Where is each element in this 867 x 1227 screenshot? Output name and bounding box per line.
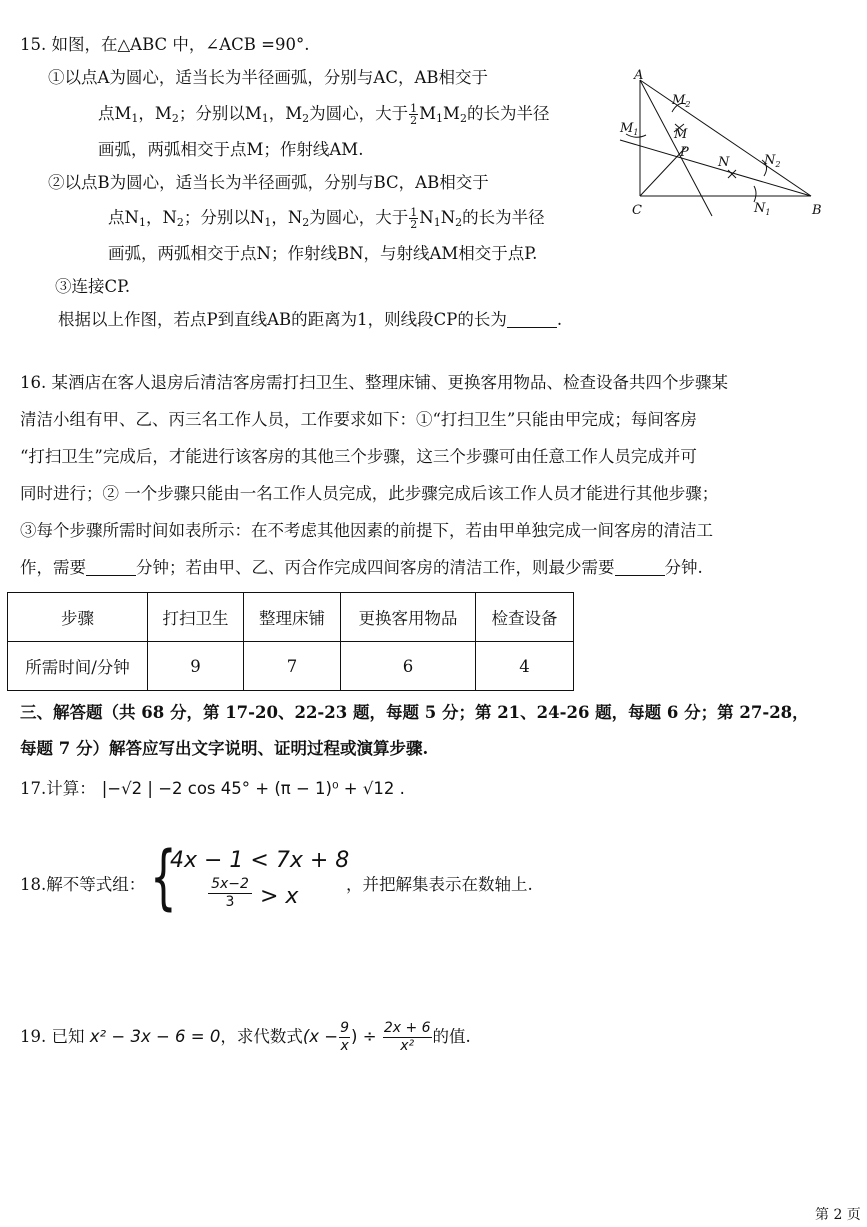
label-n2: $N_2$ <box>764 153 781 169</box>
q16-line-6: 作，需要 分钟；若由甲、乙、丙合作完成四间客房的清洁工作，则最少需要 分钟. <box>20 558 703 577</box>
q18-tail: ，并把解集表示在数轴上. <box>346 875 533 894</box>
label-m2: $M_2$ <box>672 93 691 109</box>
answer-blank <box>615 559 665 576</box>
table-row-label: 所需时间/分钟 <box>8 642 148 691</box>
q18-label: 18.解不等式组： <box>20 875 146 894</box>
ray-bn <box>620 140 811 196</box>
section-3-heading-line-2: 每题 7 分）解答应写出文字说明、证明过程或演算步骤. <box>20 739 429 758</box>
q15-line-9: 根据以上作图，若点P到直线AB的距离为1，则线段CP的长为 . <box>58 310 563 329</box>
inequality-system-brace: { <box>150 836 177 918</box>
label-m: M <box>674 127 688 142</box>
q15-line-6: 点$N_1$，$N_2$；分别以$N_1$，$N_2$为圆心，大于 $\frac{1}{2}$ $N_1N_2$的长为半径 <box>108 206 545 231</box>
answer-blank <box>507 311 557 328</box>
table-row <box>8 642 574 691</box>
q18-fraction: 5x−2 3 <box>208 876 252 911</box>
q15-line-4: 画弧，两弧相交于点M；作射线AM. <box>98 140 364 159</box>
table-header-cell: 打扫卫生 <box>148 593 244 642</box>
arc-n1 <box>754 186 756 202</box>
label-m1: $M_1$ <box>620 121 639 137</box>
table-header-cell: 步骤 <box>8 593 148 642</box>
page-number: 第 2 页 <box>815 1207 861 1223</box>
q17: 17.计算： |−√2 | −2 cos 45° + (π − 1)⁰ + √12 . <box>20 779 405 798</box>
q18-inequality-2-rhs: > x <box>260 884 299 909</box>
table-cell: 4 <box>476 642 574 691</box>
steps-time-table <box>7 592 574 691</box>
table-cell: 7 <box>244 642 341 691</box>
q16-line-1: 16. 某酒店在客人退房后清洁客房需打扫卫生、整理床铺、更换客用物品、检查设备共四个步骤某 <box>20 373 728 392</box>
table-cell: 9 <box>148 642 244 691</box>
q16-line-3: “打扫卫生”完成后，才能进行该客房的其他三个步骤，这三个步骤可由任意工作人员完成并可 <box>20 447 697 466</box>
label-p: P <box>680 145 689 160</box>
table-header-row <box>8 593 574 642</box>
table-header-cell: 整理床铺 <box>244 593 341 642</box>
label-n1: $N_1$ <box>754 201 771 217</box>
q16-line-2: 清洁小组有甲、乙、丙三名工作人员，工作要求如下：①“打扫卫生”只能由甲完成；每间客房 <box>20 410 697 429</box>
half-fraction: $\frac{1}{2}$ <box>410 102 418 127</box>
side-ab <box>640 80 811 196</box>
fraction-2x6-over-x2: $\frac{2x + 6}{\text{x²}}$ <box>383 1020 431 1054</box>
q15-line-1: 15. 如图，在△ABC 中，∠ACB =90°. <box>20 35 310 54</box>
label-a: A <box>634 68 644 83</box>
q15-line-2: ①以点A为圆心，适当长为半径画弧，分别与AC，AB相交于 <box>48 68 488 87</box>
q15-line-7: 画弧，两弧相交于点N；作射线BN，与射线AM相交于点P. <box>108 244 538 263</box>
q15-line-5: ②以点B为圆心，适当长为半径画弧，分别与BC，AB相交于 <box>48 173 489 192</box>
triangle-figure <box>612 68 822 228</box>
q15-line-8: ③连接CP. <box>55 277 131 296</box>
label-n: N <box>718 155 730 170</box>
q16-line-5: ③每个步骤所需时间如表所示：在不考虑其他因素的前提下，若由甲单独完成一间客房的清洁工 <box>20 521 713 540</box>
table-header-cell: 更换客用物品 <box>341 593 476 642</box>
q18-inequality-1: 4x − 1 < 7x + 8 <box>170 848 350 873</box>
table-cell: 6 <box>341 642 476 691</box>
section-3-heading-line-1: 三、解答题（共 68 分，第 17-20、22-23 题，每题 5 分；第 21、24-26 题，每题 6 分；第 27-28， <box>20 703 809 722</box>
table-header-cell: 检查设备 <box>476 593 574 642</box>
q19: 19. 已知 x² − 3x − 6 = 0，求代数式(x − $\frac{9}{x}$ ) ÷ $\frac{2x + 6}{\text{x²}}$ 的值. <box>20 1020 471 1054</box>
q15-line-3: 点$M_1$，$M_2$；分别以$M_1$，$M_2$为圆心，大于 $\frac{1}{2}$ $M_1M_2$的长为半径 <box>98 102 550 127</box>
label-c: C <box>632 203 642 218</box>
answer-blank <box>86 559 136 576</box>
half-fraction: $\frac{1}{2}$ <box>410 206 418 231</box>
q16-line-4: 同时进行；② 一个步骤只能由一名工作人员完成，此步骤完成后该工作人员才能进行其他步骤； <box>20 484 719 503</box>
label-b: B <box>812 203 822 218</box>
fraction-9-over-x: $\frac{9}{x}$ <box>340 1020 350 1054</box>
